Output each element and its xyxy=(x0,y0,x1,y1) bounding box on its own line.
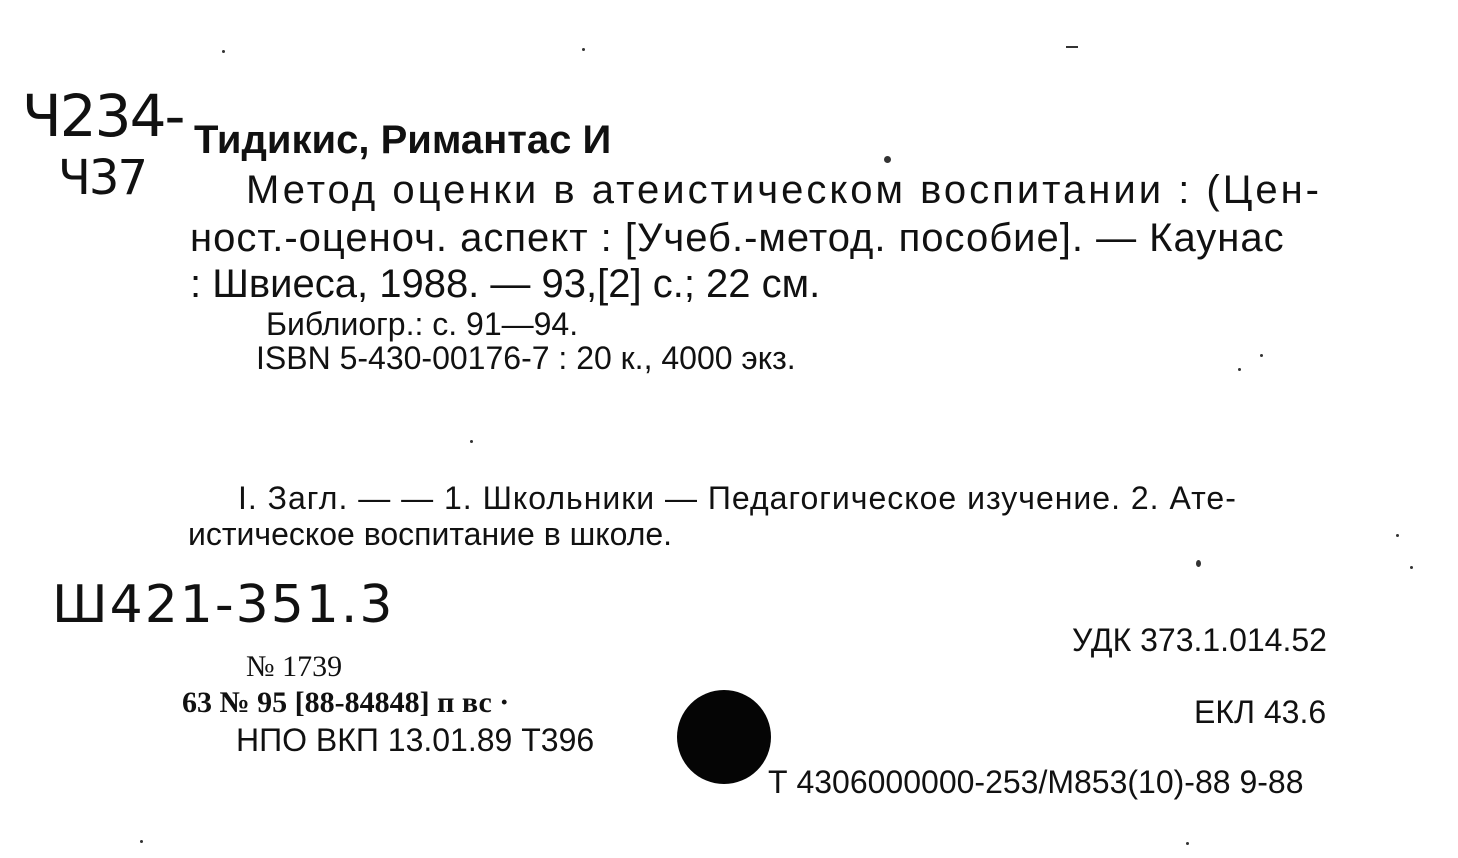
handwritten-index-top: Ч234- xyxy=(22,82,184,150)
dust-speck xyxy=(1410,566,1413,569)
dust-speck xyxy=(582,48,585,51)
handwritten-index-second: Ч37 xyxy=(58,150,146,206)
order-line: 63 № 95 [88-84848] п вс · xyxy=(182,686,510,719)
udk-code: УДК 373.1.014.52 xyxy=(1072,622,1327,658)
title-line-1: Метод оценки в атеистическом воспитании : (Цен- xyxy=(246,168,1322,212)
card-number: № 1739 xyxy=(246,650,343,683)
dust-speck xyxy=(222,50,225,53)
dust-speck xyxy=(470,440,473,443)
dust-speck xyxy=(1396,534,1399,537)
handwritten-shelf-mark: Ш421-351.3 xyxy=(52,575,395,635)
dust-speck xyxy=(1196,560,1201,567)
subjects-line-2: истическое воспитание в школе. xyxy=(188,516,673,552)
dust-speck xyxy=(1238,368,1241,371)
dust-speck xyxy=(1186,842,1189,845)
dust-speck xyxy=(1260,354,1263,357)
punch-hole xyxy=(677,690,771,784)
npo-line: НПО ВКП 13.01.89 Т396 xyxy=(236,722,595,758)
dust-speck xyxy=(1066,46,1078,48)
subjects-line-1: I. Загл. — — 1. Школьники — Педагогическое изучение. 2. Ате- xyxy=(238,480,1237,516)
isbn-line: ISBN 5-430-00176-7 : 20 к., 4000 экз. xyxy=(256,340,796,376)
publishing-code: Т 4306000000-253/М853(10)-88 9-88 xyxy=(768,764,1304,800)
dust-speck xyxy=(140,840,143,843)
bibliography-note: Библиогр.: с. 91—94. xyxy=(266,306,579,342)
title-line-2: ност.-оценоч. аспект : [Учеб.-метод. пособие]. — Каунас xyxy=(190,216,1285,260)
author-heading: Тидикис, Римантас И xyxy=(194,118,612,162)
title-line-3: : Швиеса, 1988. — 93,[2] с.; 22 см. xyxy=(190,262,821,306)
ekl-code: ЕКЛ 43.6 xyxy=(1194,694,1327,730)
dust-speck xyxy=(884,156,891,163)
